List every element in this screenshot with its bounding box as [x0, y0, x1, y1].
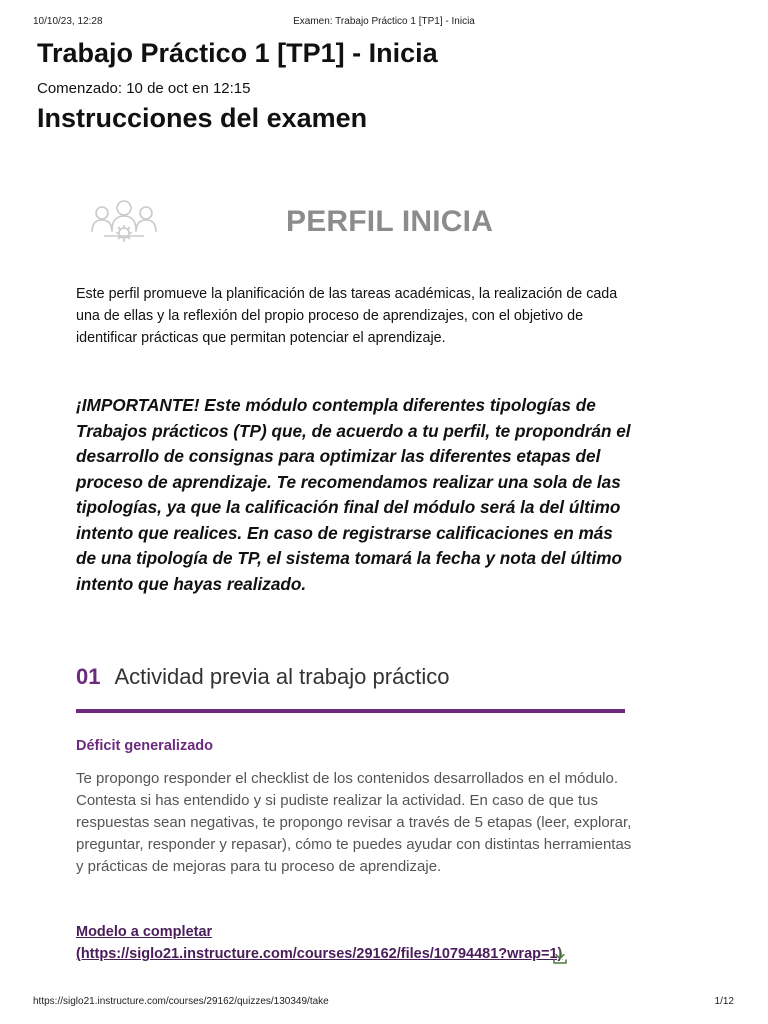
section-number: 01: [76, 664, 101, 689]
print-date: 10/10/23, 12:28: [33, 16, 103, 27]
started-timestamp: Comenzado: 10 de oct en 12:15: [37, 80, 251, 97]
profile-intro-text: Este perfil promueve la planificación de las tareas académicas, la realización de cada una de ellas y la reflexión del propio proceso de aprendizajes, con el objetivo de identificar prácticas que permitan potenciar el aprendizaje.: [76, 286, 618, 346]
important-notice: ¡IMPORTANTE! Este módulo contempla diferentes tipologías de Trabajos prácticos (TP) que, de acuerdo a tu perfil, te propondrán el desarrollo de consignas para optimizar las diferentes etapas del proceso de aprendizaje. Te recomendamos realizar una sola de las tipologías, ya que la calificación final del módulo será la del último intento que realices. En caso de registrarse calificaciones en más de una tipología de TP, el sistema tomará la fecha y nota del último intento que hayas realizado.: [76, 395, 631, 594]
model-link-label[interactable]: Modelo a completar: [76, 924, 213, 940]
print-footer: [0, 996, 768, 1012]
section-heading: [76, 664, 624, 694]
print-document-title: Examen: Trabajo Práctico 1 [TP1] - Inicia: [293, 16, 475, 27]
profile-title: PERFIL INICIA: [286, 205, 494, 238]
print-url: https://siglo21.instructure.com/courses/29162/quizzes/130349/take: [33, 996, 329, 1007]
page-number: 1/12: [714, 996, 734, 1007]
model-link-url[interactable]: (https://siglo21.instructure.com/courses/29162/files/10794481?wrap=1): [76, 946, 563, 962]
section-title: Actividad previa al trabajo práctico: [114, 664, 450, 689]
print-header: [0, 8, 768, 27]
instructions-heading: Instrucciones del examen: [37, 103, 368, 133]
quiz-title: Trabajo Práctico 1 [TP1] - Inicia: [37, 38, 438, 68]
people-group-icon: [88, 198, 160, 246]
section-paragraph: Te propongo responder el checklist de los contenidos desarrollados en el módulo. Contesta si has entendido y si pudiste realizar la actividad. En caso de que tus respuestas sean negativas, te propongo revisar a través de 5 etapas (leer, explorar, preguntar, responder y repasar), cómo te puedes ayudar con distintas herramientas y prácticas de mejoras para tu proceso de aprendizaje.: [76, 770, 632, 875]
section-divider: [76, 709, 625, 713]
section-subheading: Déficit generalizado: [76, 738, 213, 754]
download-icon[interactable]: [552, 947, 568, 965]
